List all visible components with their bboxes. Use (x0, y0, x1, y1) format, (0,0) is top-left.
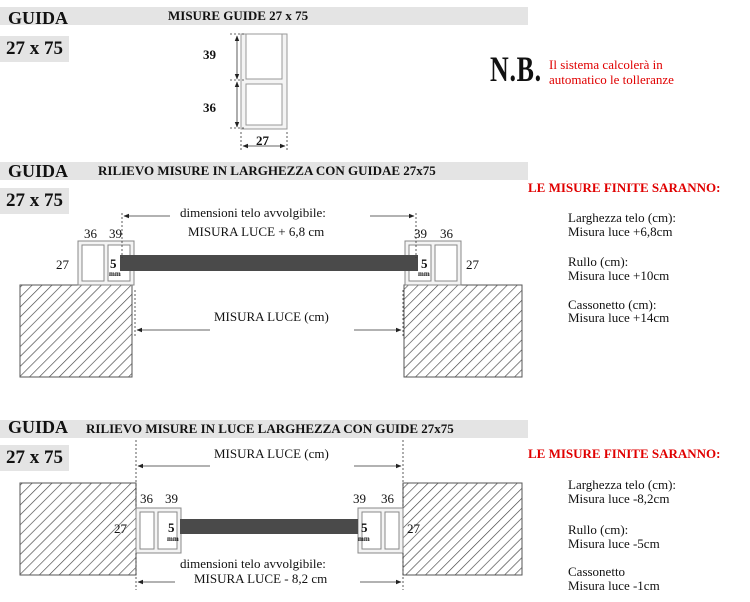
s3-result-cassonetto-value: Misura luce -1cm (568, 578, 660, 593)
section3-guida-label: GUIDA (8, 417, 69, 437)
s2-result-telo-label: Larghezza telo (cm): (568, 210, 677, 225)
s2-right-mm: mm (418, 270, 430, 278)
s3-result-telo-value: Misura luce -8,2cm (568, 491, 670, 506)
section2-guida-label: GUIDA (8, 161, 69, 181)
section3-size-label: 27 x 75 (0, 445, 69, 471)
s3-result-cassonetto-label: Cassonetto (568, 564, 626, 579)
s2-right-dim-36: 36 (440, 226, 453, 241)
s2-right-dim-5: 5 (421, 256, 428, 271)
section1-size-label: 27 x 75 (0, 36, 69, 62)
s3-result-rullo-label: Rullo (cm): (568, 522, 629, 537)
wall-left-section2 (20, 285, 132, 377)
s3-right-dim-27: 27 (407, 521, 420, 536)
s3-left-dim-36: 36 (140, 491, 153, 506)
s2-left-dim-27: 27 (56, 257, 69, 272)
section1-guida-label: GUIDA (8, 8, 69, 28)
wall-right-section2 (404, 285, 522, 377)
section3-title: RILIEVO MISURE IN LUCE LARGHEZZA CON GUIDE 27x75 (86, 421, 454, 436)
nb-label: N.B. (490, 49, 542, 89)
s2-result-cassonetto-value: Misura luce +14cm (568, 310, 670, 325)
s2-right-dim-27: 27 (466, 257, 479, 272)
s2-right-dim-39: 39 (414, 226, 427, 241)
s2-result-cassonetto-label: Cassonetto (cm): (568, 297, 657, 312)
s3-result-rullo-value: Misura luce -5cm (568, 536, 660, 551)
s3-results-title: LE MISURE FINITE SARANNO: (528, 446, 721, 461)
s2-result-rullo-value: Misura luce +10cm (568, 268, 670, 283)
s3-right-dim-39: 39 (353, 491, 366, 506)
s3-left-dim-5: 5 (168, 520, 175, 535)
note-line1: Il sistema calcolerà in (549, 57, 663, 72)
s3-right-dim-36: 36 (381, 491, 394, 506)
shutter-slat-section2 (120, 255, 418, 271)
s2-luce-label: MISURA LUCE (cm) (214, 309, 329, 324)
s3-left-dim-27: 27 (114, 521, 127, 536)
s3-left-mm: mm (167, 535, 179, 543)
s3-right-mm: mm (358, 535, 370, 543)
s2-left-dim-36: 36 (84, 226, 97, 241)
dim-27-label: 27 (256, 133, 269, 148)
dim-39-label: 39 (203, 47, 216, 62)
s2-left-mm: mm (109, 270, 121, 278)
note-line2: automatico le tolleranze (549, 72, 674, 87)
s3-right-dim-5: 5 (361, 520, 368, 535)
guide-profile-section1 (241, 34, 287, 129)
wall-right-section3 (403, 483, 522, 575)
s2-left-dim-5: 5 (110, 256, 117, 271)
section2-size-label: 27 x 75 (0, 188, 69, 214)
s2-result-telo-value: Misura luce +6,8cm (568, 224, 673, 239)
s2-telo-label: dimensioni telo avvolgibile: (180, 205, 326, 220)
shutter-slat-section3 (180, 519, 358, 534)
s2-result-rullo-label: Rullo (cm): (568, 254, 629, 269)
s3-telo-label: dimensioni telo avvolgibile: (180, 556, 326, 571)
s3-telo-value: MISURA LUCE - 8,2 cm (194, 571, 328, 586)
s3-left-dim-39: 39 (165, 491, 178, 506)
s3-luce-label: MISURA LUCE (cm) (214, 446, 329, 461)
section2-title: RILIEVO MISURE IN LARGHEZZA CON GUIDAE 27x75 (98, 163, 436, 178)
s2-left-dim-39: 39 (109, 226, 122, 241)
dim-36-label: 36 (203, 100, 216, 115)
s3-result-telo-label: Larghezza telo (cm): (568, 477, 677, 492)
s2-results-title: LE MISURE FINITE SARANNO: (528, 180, 721, 195)
section1-title: MISURE GUIDE 27 x 75 (168, 8, 309, 23)
s2-telo-value: MISURA LUCE + 6,8 cm (188, 224, 325, 239)
